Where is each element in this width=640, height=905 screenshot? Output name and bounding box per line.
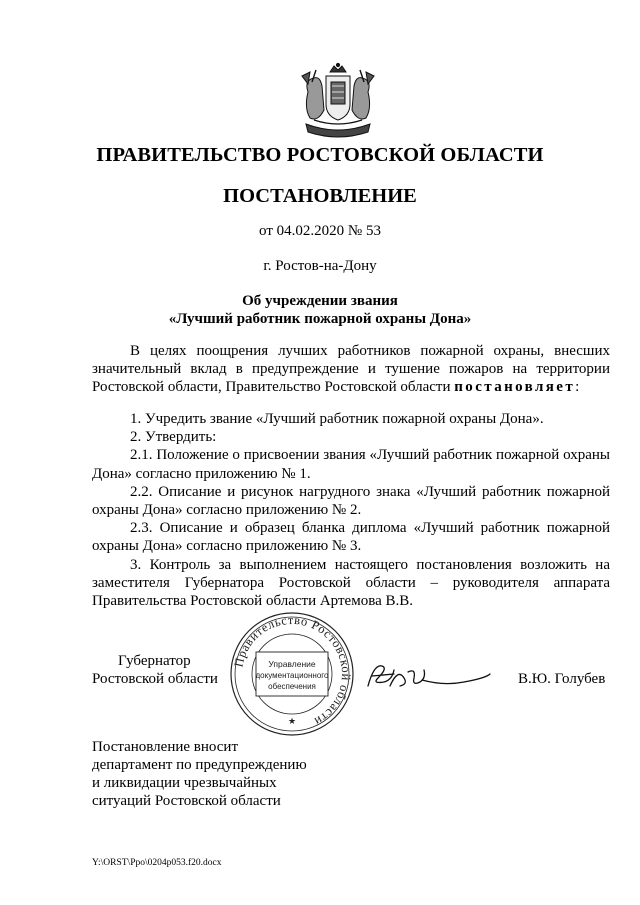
preamble-text: В целях поощрения лучших работников пожарной охраны, внесших значительный вклад в предупреждение и тушение пожаров на территории Ростовской области, Правительство Ростовской области [92, 343, 610, 396]
resolves-word: постановляет [454, 379, 576, 396]
stamp-inner-line2: документационного [255, 671, 329, 680]
stamp-ring-text: Правительство Ростовской области [231, 612, 354, 729]
submitted-by-line1: Постановление вносит [92, 739, 239, 755]
coat-of-arms-emblem [298, 62, 378, 140]
signatory-name: В.Ю. Голубев [518, 671, 606, 687]
preamble-end: : [575, 379, 580, 396]
submitted-by-line2: департамент по предупреждению [92, 757, 307, 773]
signatory-position-line1: Губернатор [118, 653, 191, 669]
preamble [92, 342, 610, 397]
preamble-paragraph [92, 342, 610, 397]
handwritten-signature [364, 656, 494, 696]
stamp-inner-line3: обеспечения [268, 682, 316, 691]
organization-heading: ПРАВИТЕЛЬСТВО РОСТОВСКОЙ ОБЛАСТИ [96, 144, 544, 166]
item-2: 2. Утвердить: [130, 429, 217, 446]
date-number: от 04.02.2020 № 53 [259, 223, 381, 239]
signatory-position-line2: Ростовской области [92, 671, 218, 687]
submitted-by-block [92, 738, 307, 810]
stamp-inner-line1: Управление [268, 659, 316, 669]
item-3: 3. Контроль за выполнением настоящего постановления возложить на заместителя Губернатора Ростовской области – руководителя аппарата Правительства Ростовской области Артемова В.В. [92, 556, 610, 610]
city: г. Ростов-на-Дону [263, 258, 377, 274]
document-type-heading: ПОСТАНОВЛЕНИЕ [223, 185, 417, 207]
submitted-by-line3: и ликвидации чрезвычайных [92, 775, 277, 791]
submitted-by-line4: ситуаций Ростовской области [92, 793, 281, 809]
official-stamp [228, 612, 356, 736]
resolution-items [92, 410, 610, 610]
item-2-3: 2.3. Описание и образец бланка диплома «Лучший работник пожарной охраны Дона» согласно приложению № 3. [92, 520, 610, 555]
stamp-star-icon: ★ [287, 716, 297, 726]
file-path-footer: Y:\ORST\Ppo\0204p053.f20.docx [92, 858, 222, 868]
item-1: 1. Учредить звание «Лучший работник пожарной охраны Дона». [130, 411, 544, 427]
document-title-line1: Об учреждении звания [242, 293, 398, 309]
item-2-2: 2.2. Описание и рисунок нагрудного знака «Лучший работник пожарной охраны Дона» согласно приложению № 2. [92, 483, 610, 519]
document-title-line2: «Лучший работник пожарной охраны Дона» [168, 311, 472, 327]
item-2-1: 2.1. Положение о присвоении звания «Лучший работник пожарной охраны Дона» согласно приложению № 1. [92, 447, 610, 482]
